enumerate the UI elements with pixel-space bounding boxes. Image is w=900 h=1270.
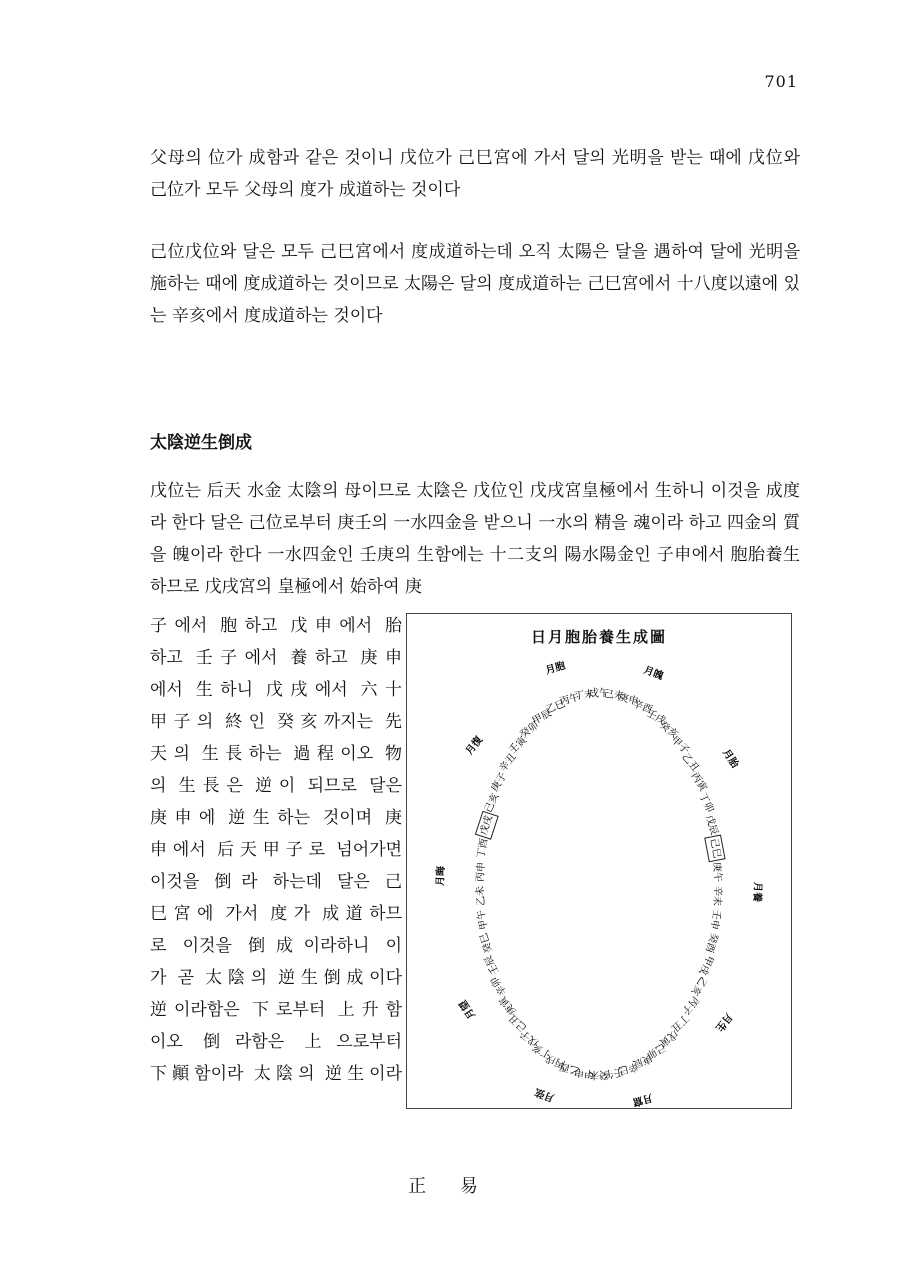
ring-label: 丙寅 xyxy=(688,770,709,794)
outer-label: 月胞 xyxy=(544,660,567,677)
ring-label: 丁酉 xyxy=(475,837,491,860)
diagram-figure xyxy=(406,613,792,1109)
ring-label: 壬午 xyxy=(603,1065,625,1080)
narrow-text-line: 이오 倒라함은 上으로부터 xyxy=(150,1032,402,1052)
ring-label: 丙子 xyxy=(679,993,701,1017)
ring-label: 甲子 xyxy=(668,734,691,757)
ring-label: 庚子 xyxy=(489,770,510,794)
ring-label: 辛巳 xyxy=(617,1060,640,1076)
outer-label: 月窟 xyxy=(631,1091,654,1108)
ring-label: 己巳 xyxy=(707,837,723,860)
narrow-text-line: 巳宮에 가서 度가 成道하므 xyxy=(150,904,402,924)
ring-label: 丙午 xyxy=(558,692,581,708)
narrow-text-line: 甲子의 終인 癸亥까지는 先 xyxy=(150,712,402,732)
ring-label: 丁卯 xyxy=(696,791,716,815)
outer-label: 月望 xyxy=(457,997,479,1021)
narrow-text-line: 申에서 后天甲子로 넘어가면 xyxy=(150,840,402,860)
page-number: 701 xyxy=(764,72,798,91)
ring-label: 戊午 xyxy=(589,688,609,700)
outer-label: 月晦 xyxy=(435,865,447,887)
ring-label: 丙戌 xyxy=(544,1051,567,1070)
outer-label: 月魄 xyxy=(641,664,665,683)
ring-label: 甲申 xyxy=(573,1065,595,1080)
narrow-text-line: 로 이것을 倒成이라하니 이 xyxy=(150,936,402,956)
ring-label: 乙亥 xyxy=(688,974,709,998)
section-heading: 太陰逆生倒成 xyxy=(150,433,252,453)
outer-label: 月復 xyxy=(464,734,486,758)
ring-label: 癸巳 xyxy=(478,931,496,954)
ring-label: 己亥 xyxy=(482,791,502,815)
ring-label: 戊子 xyxy=(518,1027,541,1049)
ring-label: 辛未 xyxy=(710,885,723,907)
outer-label: 月弦 xyxy=(533,1085,557,1104)
ring-label: 辛丑 xyxy=(497,751,519,775)
ring-label: 乙未 xyxy=(475,885,488,907)
ring-label: 甲戌 xyxy=(696,953,716,977)
ring-label: 己丑 xyxy=(507,1011,530,1034)
ring-label: 己卯 xyxy=(644,1040,668,1061)
ring-diagram xyxy=(407,614,793,1110)
ring-label: 庚寅 xyxy=(497,993,519,1017)
ring-label: 壬寅 xyxy=(507,734,530,757)
ring-label: 癸卯 xyxy=(518,719,541,741)
narrow-text-line: 에서 生하니 戊戌에서 六十 xyxy=(150,680,402,700)
ring-label: 庚申 xyxy=(617,692,640,708)
page-footer: 正 易 xyxy=(408,1176,492,1197)
ring-label: 丁丑 xyxy=(668,1011,691,1034)
narrow-text-line: 天의 生長하는 過程이오 物 xyxy=(150,744,402,764)
narrow-text-column xyxy=(150,610,402,1090)
ring-label: 甲辰 xyxy=(530,707,554,728)
paragraph-2: 己位戊位와 달은 모두 己巳宮에서 度成道하는데 오직 太陽은 달을 遇하여 달에 光明을 施하는 때에 度成道하는 것이므로 太陽은 달의 度成道하는 己巳宮에서 十八度以遠에 있는 辛亥에서 度成道하는 것이다 xyxy=(150,242,800,326)
narrow-text-line: 가 곧 太陰의 逆生倒成이다 xyxy=(150,968,402,988)
ring-label: 壬辰 xyxy=(482,953,502,977)
ring-label: 丁未 xyxy=(573,688,595,703)
ring-label: 戊辰 xyxy=(702,814,720,837)
ring-label: 癸酉 xyxy=(702,931,720,954)
outer-label: 月養 xyxy=(751,881,763,903)
narrow-text-line: 의 生長은 逆이 되므로 달은 xyxy=(150,776,402,796)
ring-label: 戊戌 xyxy=(478,814,496,837)
narrow-text-line: 下顚함이라 太陰의 逆生이라 xyxy=(150,1064,402,1084)
outer-label: 月胎 xyxy=(719,747,741,771)
ring-label: 乙丑 xyxy=(679,751,701,775)
ring-label: 甲午 xyxy=(475,908,491,931)
ring-label: 壬戌 xyxy=(644,707,668,728)
narrow-text-line: 子에서 胞하고 戊申에서 胎 xyxy=(150,616,402,636)
ring-label: 己未 xyxy=(603,688,625,703)
ring-label: 乙酉 xyxy=(558,1060,581,1076)
narrow-text-line: 하고 壬子에서 養하고 庚申 xyxy=(150,648,402,668)
section-intro-paragraph: 戊位는 后天 水金 太陰의 母이므로 太陰은 戊位인 戊戌宮皇極에서 生하니 이것을 成度라 한다 달은 己位로부터 庚壬의 一水四金을 받으니 一水의 精을 魂이라 하고 四金의 質을 魄이라 한다 一水四金인 壬庚의 生함에는 十二支의 陽水陽金인 子申에서 胞胎養生하므로 戊戌宮의 皇極에서 始하여 庚 xyxy=(150,481,800,597)
ring-label: 乙巳 xyxy=(544,698,567,717)
ring-label: 戊寅 xyxy=(657,1027,680,1049)
narrow-text-line: 庚申에 逆生하는 것이며 庚 xyxy=(150,808,402,828)
ring-label: 辛酉 xyxy=(631,698,654,717)
ring-label: 丙申 xyxy=(475,861,488,883)
ring-label: 庚辰 xyxy=(631,1051,654,1070)
outer-label: 月生 xyxy=(712,1010,734,1034)
ring-label: 癸亥 xyxy=(657,719,680,741)
paragraph-1: 父母의 位가 成함과 같은 것이니 戊位가 己巳宮에 가서 달의 光明을 받는 때에 戊位와 己位가 모두 父母의 度가 成道하는 것이다 xyxy=(150,148,800,200)
narrow-text-line: 逆이라함은 下로부터 上升함 xyxy=(150,1000,402,1020)
narrow-text-line: 이것을 倒라 하는데 달은 己 xyxy=(150,872,402,892)
ring-label: 辛卯 xyxy=(489,974,510,998)
ring-label: 丁亥 xyxy=(530,1040,554,1061)
figure-title: 日月胞胎養生成圖 xyxy=(530,628,667,646)
ring-label: 庚午 xyxy=(710,861,723,883)
ring-label: 壬申 xyxy=(707,908,723,931)
ring-label: 癸未 xyxy=(589,1068,609,1080)
